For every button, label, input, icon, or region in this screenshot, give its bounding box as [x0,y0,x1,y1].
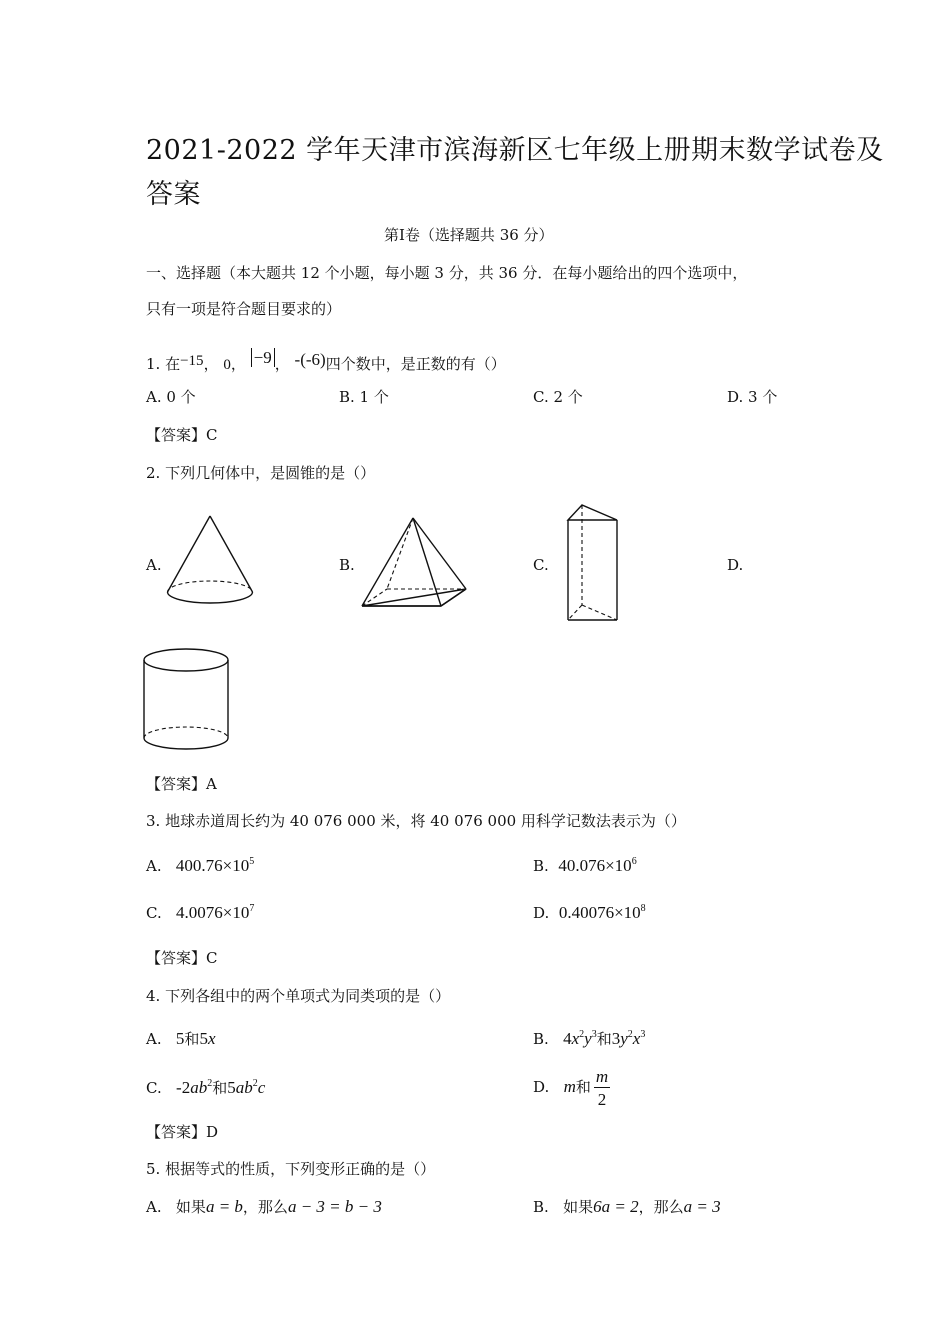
q4-answer: 【答案】D [146,1123,219,1141]
cone-figure [160,512,260,612]
q3-a-label: A. [146,857,162,875]
q4-b-label: B. [533,1030,549,1048]
pyramid-figure [355,512,475,612]
q2-label-a: A. [146,556,162,574]
q3-b-exponent: 6 [631,856,637,867]
q2-label-c: C. [533,556,549,574]
q3-answer: 【答案】C [146,949,218,967]
q4-d-term1: m [563,1077,576,1096]
q2-stem: 2. 下列几何体中，是圆锥的是（） [146,464,376,482]
q1-number-1: −15 [180,353,204,369]
q4-d-fraction [594,1068,610,1108]
q5-stem: 5. 根据等式的性质，下列变形正确的是（） [146,1160,436,1178]
q4-b-term1: $4x^2y^3$ [563,1029,597,1048]
q3-a-value [176,856,254,875]
q4-a-term2 [199,1029,215,1048]
q3-option-d [533,903,646,923]
q3-d-value [559,903,646,922]
q1-option-d: D. 3 个 [727,388,778,406]
q5-b-label: B. [533,1198,549,1216]
q4-a-term1: 5 [175,1029,185,1048]
part1-instruction-line1: 一、选择题（本大题共 12 个小题，每小题 3 分，共 36 分．在每小题给出的四个选项中， [146,264,748,282]
q4-b-term2: $3y^2x^3$ [611,1029,646,1048]
q4-c-term1: $-2ab^2$ [176,1078,213,1097]
q5-a-result: a − 3 = b − 3 [287,1197,382,1216]
q4-c-and: 和 [212,1079,228,1097]
q1-prefix: 1. 在 [146,355,181,373]
q5-a-label: A. [146,1198,162,1216]
q1-stem [146,348,506,374]
q5-b-then: ，那么 [638,1198,684,1216]
q3-c-base: 4.0076×10 [176,903,250,922]
q3-c-exponent: 7 [249,903,255,914]
q5-b-condition: 6a = 2 [593,1197,639,1216]
q4-a-label: A. [146,1030,162,1048]
q3-d-exponent: 8 [640,903,646,914]
q1-option-b: B. 1 个 [339,388,389,406]
q4-a-and: 和 [184,1030,200,1048]
q1-number-4: -(-6) [294,350,326,369]
q4-stem: 4. 下列各组中的两个单项式为同类项的是（） [146,987,451,1005]
q4-d-numerator: m [595,1067,609,1086]
q5-a-then: ，那么 [242,1198,288,1216]
document-title-line2: 答案 [146,179,201,210]
q1-sep: ， [274,355,290,373]
q1-sep: ， [230,355,246,373]
document-title-line1: 2021-2022 学年天津市滨海新区七年级上册期末数学试卷及 [146,135,884,166]
q3-option-a [146,856,254,876]
q1-answer: 【答案】C [146,426,218,444]
q2-label-d: D. [727,556,744,574]
q3-c-label: C. [146,904,162,922]
q4-c-term2: $5ab^2c$ [227,1078,266,1097]
prism-figure [560,500,630,628]
q4-d-denominator: 2 [597,1090,607,1109]
part1-instruction-line2: 只有一项是符合题目要求的） [146,300,342,318]
q4-b-and: 和 [596,1030,612,1048]
q1-suffix: 四个数中，是正数的有（） [325,355,506,373]
q5-a-condition: a = b [205,1197,243,1216]
q5-a-if: 如果 [175,1198,206,1216]
q3-c-value [176,903,254,922]
q3-option-b [533,856,637,876]
q1-abs-value: −9 [251,348,275,367]
q1-option-a: A. 0 个 [146,388,196,406]
q4-d-label: D. [533,1078,550,1096]
q2-label-b: B. [339,556,355,574]
q5-b-if: 如果 [563,1198,594,1216]
q3-b-value [558,856,636,875]
q4-a-coef: 5 [199,1029,208,1048]
q3-a-exponent: 5 [249,856,255,867]
q5-option-a [146,1196,382,1217]
q4-option-d [533,1068,610,1108]
q3-stem: 3. 地球赤道周长约为 40 076 000 米，将 40 076 000 用科学记数法表示为（） [146,812,686,830]
q4-c-label: C. [146,1079,162,1097]
section-header: 第Ⅰ卷（选择题共 36 分） [384,226,554,244]
q3-d-label: D. [533,904,550,922]
q3-option-c [146,903,254,923]
q3-b-label: B. [533,857,549,875]
q3-b-base: 40.076×10 [558,856,632,875]
q4-option-b [533,1028,645,1049]
q1-number-2: 0 [223,357,231,373]
q4-option-a [146,1028,215,1049]
q5-b-result: a = 3 [683,1197,721,1216]
q4-d-and: 和 [575,1078,591,1096]
q4-option-c [146,1077,265,1098]
cylinder-figure [140,646,235,758]
q2-answer: 【答案】A [146,775,217,793]
q3-d-base: 0.40076×10 [558,903,641,922]
q5-option-b [533,1196,721,1217]
q4-a-var: x [207,1029,216,1048]
q3-a-base: 400.76×10 [175,856,250,875]
q1-sep: ， [203,355,219,373]
q1-option-c: C. 2 个 [533,388,583,406]
